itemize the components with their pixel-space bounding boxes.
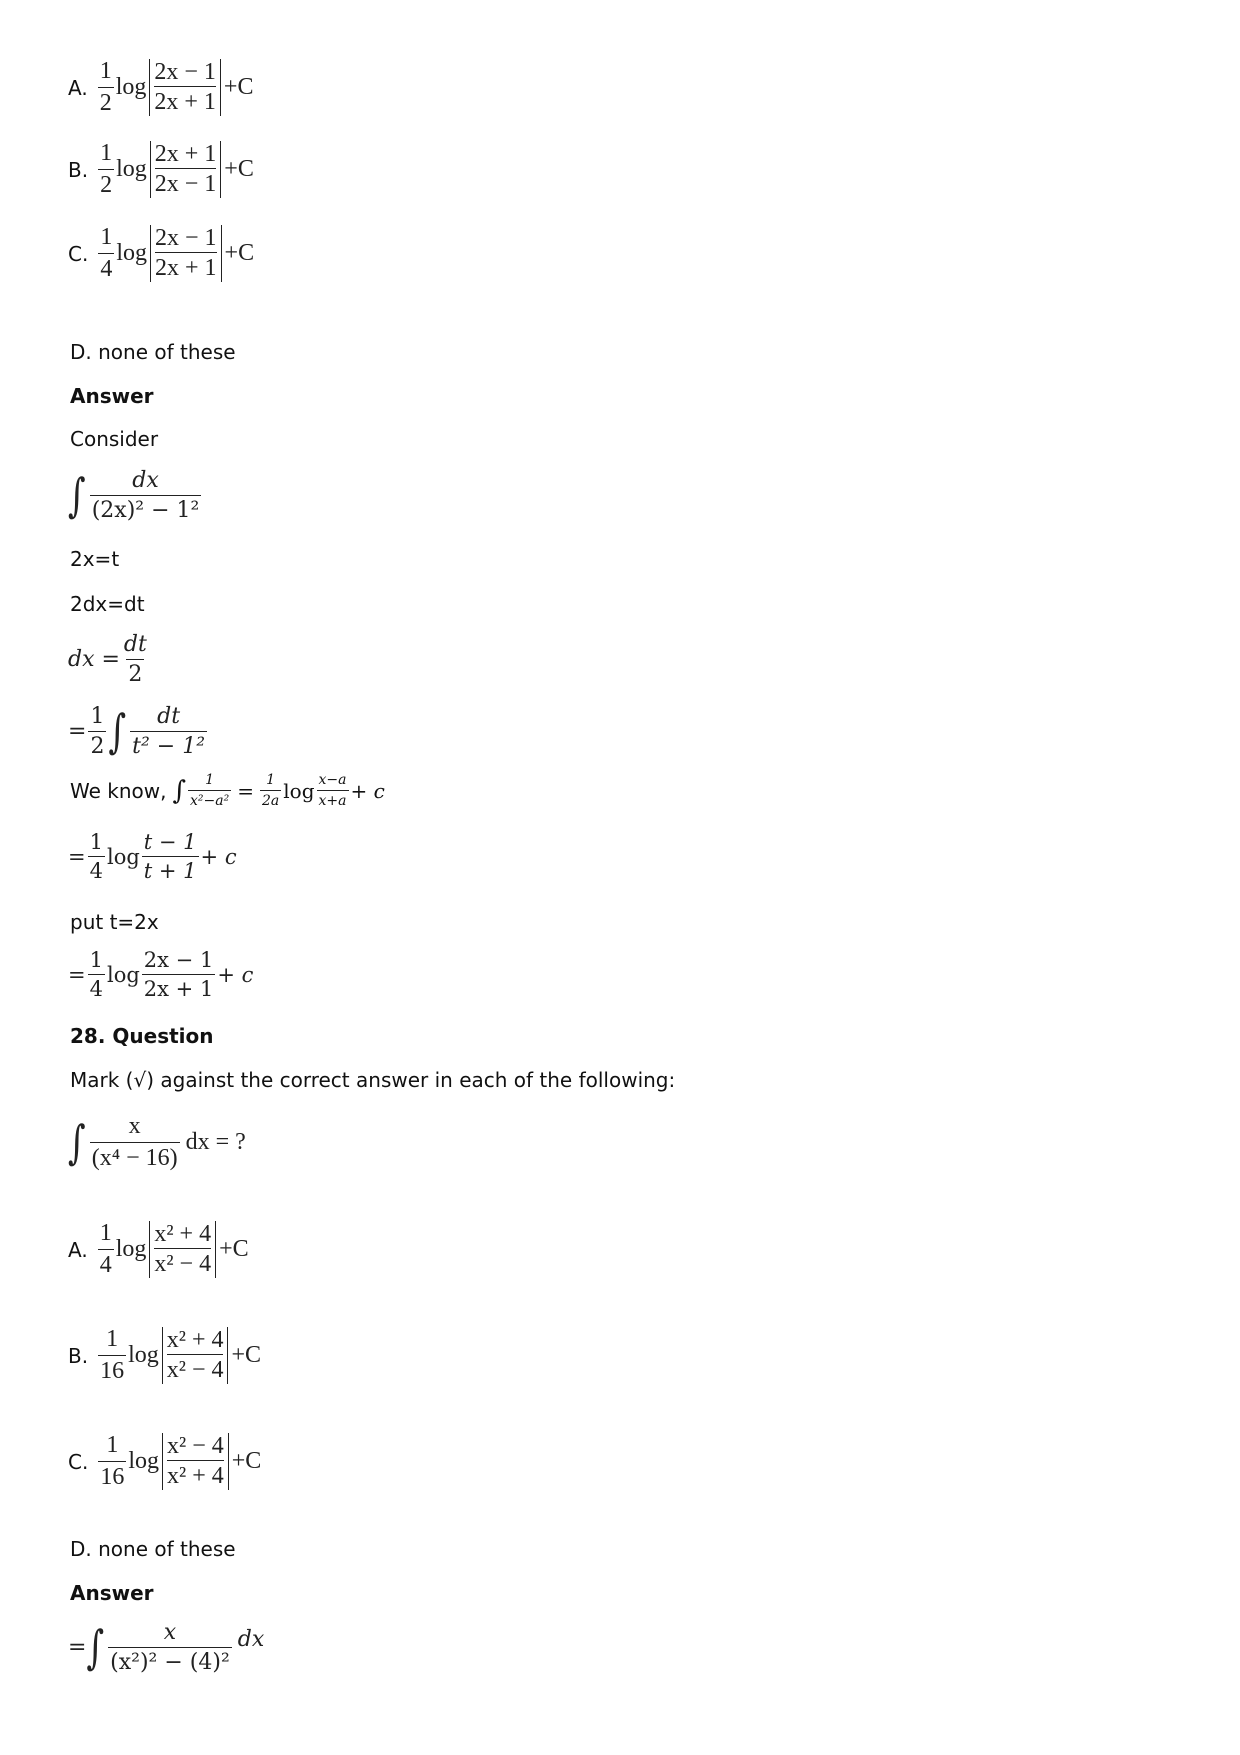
integral-sign: ∫ <box>86 1620 105 1675</box>
option-a <box>68 58 253 117</box>
coefficient-fraction: 1 2 <box>100 140 113 198</box>
option-label: B. <box>68 157 89 182</box>
question-heading: 28. Question <box>70 1024 214 1048</box>
coefficient-fraction: 1 4 <box>99 1220 112 1278</box>
question-integral <box>68 1113 246 1172</box>
final-result <box>68 948 253 1001</box>
dx-equation <box>68 632 151 687</box>
result-in-t <box>68 830 237 883</box>
constant-text: +C <box>231 1448 262 1474</box>
integral-sign: ∫ <box>68 1115 86 1170</box>
formula-coefficient: $\frac{1}{2a}$ <box>262 772 280 809</box>
log-text: log <box>115 74 147 100</box>
equals-sign: = <box>68 1635 87 1660</box>
abs-fraction: x² + 4 x² − 4 <box>149 1221 216 1278</box>
constant-text: +C <box>231 1342 262 1368</box>
log-text: log <box>128 1448 159 1474</box>
option-label: A. <box>68 75 88 100</box>
integral-fraction: dx (2x)² − 1² <box>91 468 200 523</box>
integral-tail: dx <box>237 1627 265 1652</box>
integral-expression <box>68 468 203 523</box>
answer-heading: Answer <box>70 1581 154 1605</box>
log-text: log <box>116 240 147 266</box>
option-d: D. none of these <box>70 1537 236 1561</box>
constant-text: +C <box>224 240 255 266</box>
coefficient-fraction: 1 16 <box>100 1326 125 1384</box>
option-c <box>68 224 254 283</box>
integral-sign: ∫ <box>68 468 86 523</box>
equals-sign: = <box>68 719 87 744</box>
option-label: A. <box>68 1237 88 1262</box>
constant-text: +C <box>219 1236 249 1262</box>
dx-lhs: dx = <box>68 647 120 672</box>
constant-text: + c <box>350 778 385 803</box>
answer-integral <box>68 1620 264 1675</box>
option-label: C. <box>68 241 89 266</box>
integral-fraction: dt t² − 1² <box>132 704 206 759</box>
we-know-text: We know, <box>70 778 167 803</box>
equals-sign: = <box>68 962 86 987</box>
abs-fraction: 2x − 1 2x + 1 <box>150 225 222 282</box>
substitution-step: 2x=t <box>70 547 120 571</box>
coefficient-fraction: 1 2 <box>99 58 112 116</box>
differential-step: 2dx=dt <box>70 592 145 616</box>
log-text: log <box>115 1236 147 1262</box>
abs-fraction: x² + 4 x² − 4 <box>162 1327 229 1384</box>
log-text: log <box>128 1342 159 1368</box>
coefficient-fraction: $\frac{1}{4}$ <box>89 948 103 1001</box>
constant-text: + c <box>217 962 254 987</box>
half-fraction: $\frac{1}{2}$ <box>90 704 105 759</box>
log-text: log <box>106 844 140 869</box>
log-text: log <box>116 156 147 182</box>
constant-text: +C <box>224 156 254 182</box>
option-c <box>68 1432 261 1491</box>
integral-sign: ∫ <box>172 775 187 806</box>
option-b <box>68 1326 261 1385</box>
option-label: B. <box>68 1343 89 1368</box>
integral-tail: dx = ? <box>185 1129 246 1155</box>
option-a <box>68 1220 249 1279</box>
coefficient-fraction: 1 4 <box>100 224 113 282</box>
equals-sign: = <box>68 844 86 869</box>
log-fraction: t − 1 t + 1 <box>143 830 197 883</box>
integral-fraction: x (x⁴ − 16) <box>91 1113 178 1171</box>
option-d: D. none of these <box>70 340 236 364</box>
log-fraction: 2x − 1 2x + 1 <box>143 948 214 1001</box>
abs-fraction: 2x + 1 2x − 1 <box>150 141 222 198</box>
half-integral <box>68 704 209 759</box>
coefficient-fraction: 1 16 <box>100 1432 125 1490</box>
dx-fraction: $\frac{dt}{2}$ <box>123 632 147 687</box>
abs-fraction: 2x − 1 2x + 1 <box>149 59 221 116</box>
consider-text: Consider <box>70 427 159 451</box>
log-text: log <box>283 778 315 803</box>
integral-fraction: x (x²)² − (4)² <box>110 1620 230 1675</box>
abs-fraction: x² − 4 x² + 4 <box>162 1433 229 1490</box>
question-instruction: Mark (√) against the correct answer in each of the following: <box>70 1068 676 1092</box>
formula-integrand: $\frac{1}{\text{x²−a²}}$ <box>190 772 230 809</box>
equals-sign: = <box>237 778 254 803</box>
option-b <box>68 140 254 199</box>
constant-text: + c <box>200 844 237 869</box>
integral-sign: ∫ <box>108 704 127 759</box>
log-text: log <box>106 962 140 987</box>
option-label: C. <box>68 1449 89 1474</box>
coefficient-fraction: $\frac{1}{4}$ <box>89 830 103 883</box>
answer-heading: Answer <box>70 384 154 408</box>
constant-text: +C <box>223 74 254 100</box>
formula-log-fraction: x−a x+a <box>318 772 347 809</box>
put-back-step: put t=2x <box>70 910 159 934</box>
standard-formula <box>70 772 385 809</box>
